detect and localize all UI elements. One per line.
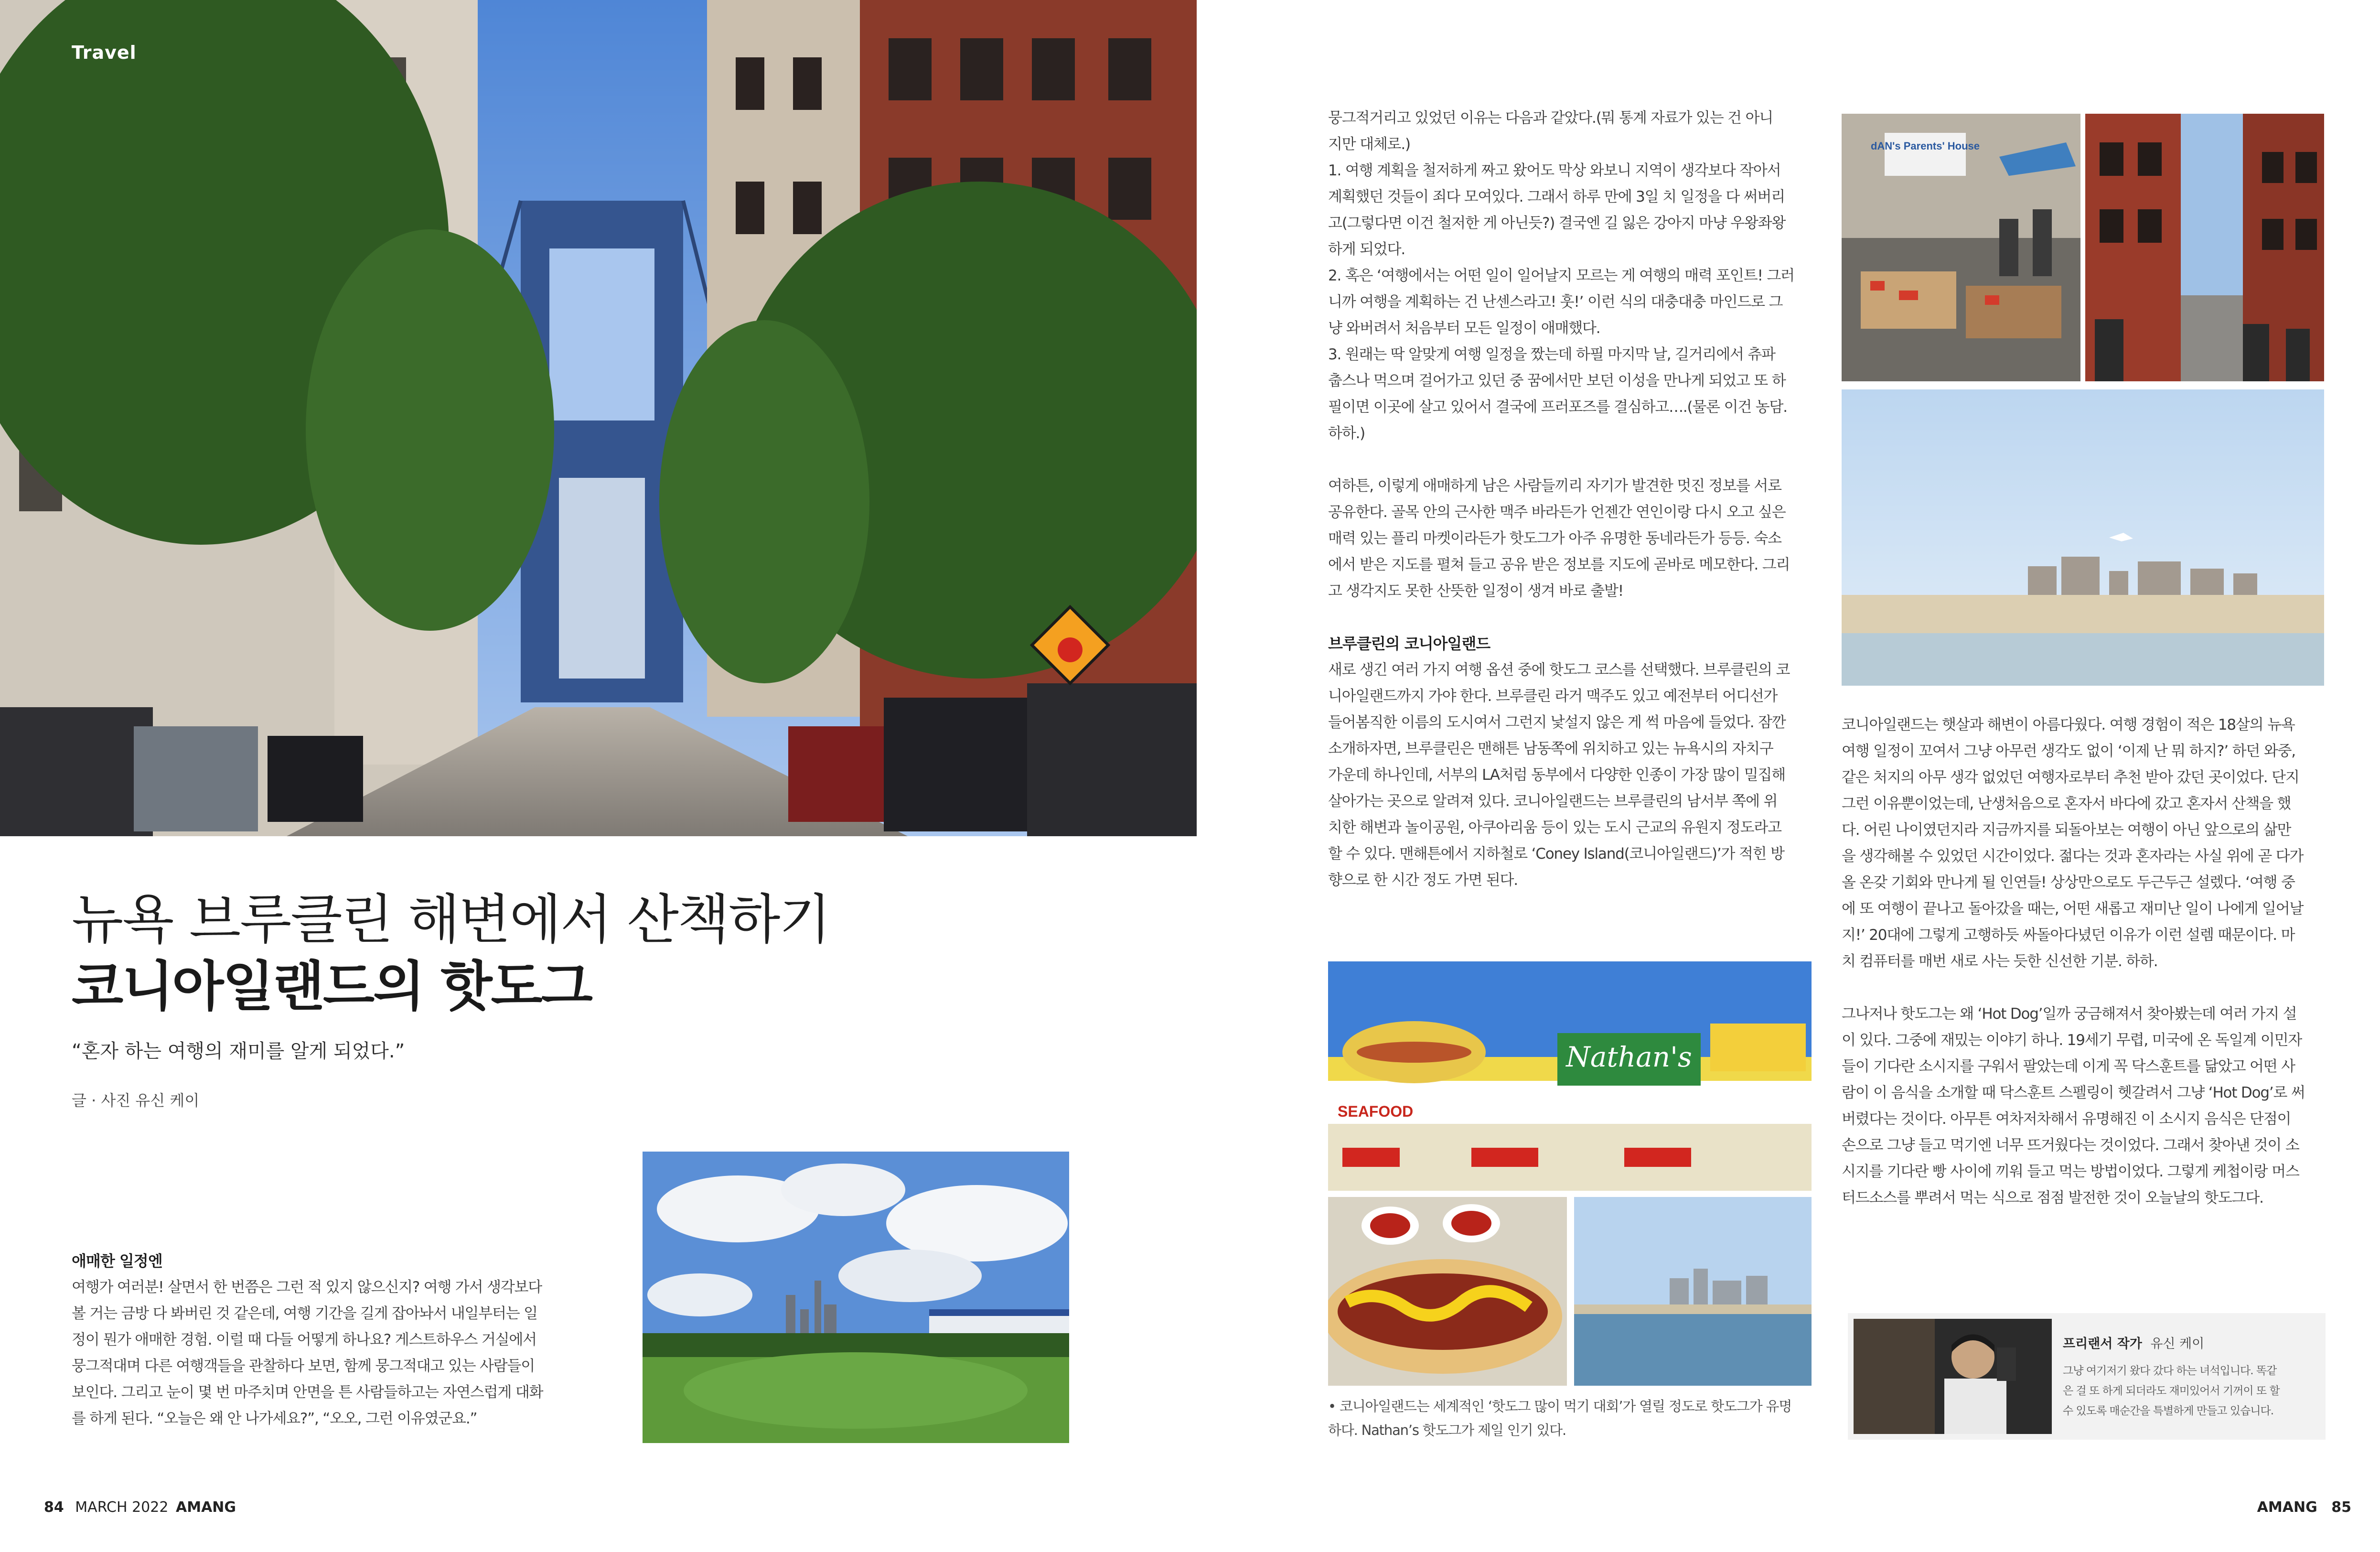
author-bio (2063, 1361, 2316, 1421)
body-line: 필이면 이곳에 살고 있어서 결국에 프러포즈를 결심하고….(물론 이건 농담. (1328, 399, 1787, 416)
subhead-coney-island: 브루클린의 코니아일랜드 (1328, 635, 1490, 653)
body-line: 에서 받은 지도를 펼쳐 들고 공유 받은 정보를 지도에 곧바로 메모한다. 그리 (1328, 556, 1790, 573)
nathans-sign-text: Nathan's (1566, 1041, 1692, 1073)
coney-beach-small-photo (1574, 1197, 1812, 1386)
middle-para-2 (1328, 473, 1820, 604)
body-line: 정이 뭔가 애매한 경험. 이럴 때 다들 어떻게 하나요? 게스트하우스 거실에서 (72, 1331, 536, 1348)
brick-street-photo (2085, 114, 2324, 381)
body-line: 들어봄직한 이름의 도시여서 그런지 낯설지 않은 게 썩 마음에 들었다. 잠깐 (1328, 714, 1786, 731)
body-line: 여행가 여러분! 살면서 한 번쯤은 그런 적 있지 않으신지? 여행 가서 생각보다 (72, 1279, 542, 1296)
author-role: 프리랜서 작가 (2063, 1336, 2142, 1351)
middle-column (1328, 105, 1820, 894)
body-line: 계획했던 것들이 죄다 모여있다. 그래서 하루 만에 3일 치 일정을 다 써버리 (1328, 188, 1785, 205)
park-skyline-photo (643, 1152, 1069, 1443)
right-folio (2257, 1499, 2351, 1516)
flea-market-photo (1842, 114, 2080, 381)
middle-para-3 (1328, 657, 1820, 894)
right-para-2 (1842, 1001, 2329, 1211)
body-line: 지만 대체로.) (1328, 136, 1410, 153)
body-line: 하게 되었다. (1328, 241, 1405, 258)
body-line: 향으로 한 시간 정도 가면 된다. (1328, 872, 1518, 889)
author-box (1848, 1313, 2326, 1440)
hero-photo-brooklyn-street (0, 0, 1197, 836)
page-number-right: 85 (2331, 1499, 2351, 1516)
coney-beach-wide-photo (1842, 389, 2324, 686)
body-line: 새로 생긴 여러 가지 여행 옵션 중에 핫도그 코스를 선택했다. 브루클린의 코 (1328, 661, 1790, 679)
body-line: 2. 혹은 ‘여행에서는 어떤 일이 일어날지 모르는 게 여행의 매력 포인트! 그러 (1328, 267, 1794, 284)
body-line: 올 온갖 기회와 만나게 될 인연들! 상상만으로도 두근두근 설렜다. ‘여행 중 (1842, 874, 2295, 891)
bio-line: 은 걸 또 하게 되더라도 재미있어서 기꺼이 또 할 (2063, 1385, 2280, 1397)
author-heading (2063, 1333, 2204, 1352)
middle-para-1 (1328, 105, 1820, 447)
body-line: 보인다. 그리고 눈이 몇 번 마주치며 안면을 튼 사람들하고는 자연스럽게 대화 (72, 1384, 543, 1401)
caption-line: • 코니아일랜드는 세계적인 ‘핫도그 많이 먹기 대회’가 열릴 정도로 핫도그가 유명 (1328, 1398, 1792, 1414)
body-line: 3. 원래는 딱 알맞게 여행 일정을 짰는데 하필 마지막 날, 길거리에서 츄파 (1328, 346, 1775, 363)
section-label: Travel (72, 42, 137, 63)
article-title-line2: 코니아일랜드의 핫도그 (72, 956, 591, 1018)
magazine-name-left: AMANG (176, 1499, 236, 1516)
body-line: 지!’ 20대에 그렇게 고행하듯 싸돌아다녔던 이유가 이런 설렘 때문이다. 마 (1842, 927, 2295, 944)
bio-line: 수 있도록 매순간을 특별하게 만들고 있습니다. (2063, 1405, 2274, 1417)
body-line: 고 생각지도 못한 산뜻한 일정이 생겨 바로 출발! (1328, 582, 1623, 600)
body-line: 그런 이유뿐이었는데, 난생처음으로 혼자서 바다에 갔고 혼자서 산책을 했 (1842, 795, 2291, 812)
issue-date: MARCH 2022 (75, 1499, 169, 1516)
author-photo (1854, 1319, 2052, 1434)
body-line: 뭉그적거리고 있었던 이유는 다음과 같았다.(뭐 통계 자료가 있는 건 아니 (1328, 109, 1773, 127)
body-line: 여하튼, 이렇게 애매하게 남은 사람들끼리 자기가 발견한 멋진 정보를 서로 (1328, 477, 1781, 495)
seafood-sign-text: SEAFOOD (1338, 1103, 1414, 1120)
body-line: 치한 해변과 놀이공원, 아쿠아리움 등이 있는 도시 근교의 유원지 정도라고 (1328, 819, 1781, 836)
body-line: 같은 처지의 아무 생각 없었던 여행자로부터 추천 받아 갔던 곳이었다. 단지 (1842, 769, 2299, 786)
body-line: 코니아일랜드는 햇살과 해변이 아름다웠다. 여행 경험이 적은 18살의 뉴욕 (1842, 716, 2295, 733)
caption-line: 하다. Nathan’s 핫도그가 제일 인기 있다. (1328, 1422, 1566, 1438)
body-line: 을 생각해볼 수 있었던 시간이었다. 젊다는 것과 혼자라는 사실 위에 곧 다가 (1842, 848, 2304, 865)
body-line: 를 하게 된다. “오늘은 왜 안 나가세요?”, “오오, 그런 이유였군요.” (72, 1410, 477, 1427)
right-para-1 (1842, 712, 2329, 975)
body-line: 고(그렇다면 이건 철저한 게 아닌듯?) 결국엔 길 잃은 강아지 마냥 우왕좌왕 (1328, 215, 1786, 232)
article-title-line1: 뉴욕 브루클린 해변에서 산책하기 (72, 889, 830, 951)
body-line: 공유한다. 골목 안의 근사한 맥주 바라든가 언젠간 연인이랑 다시 오고 싶은 (1328, 504, 1786, 521)
left-column (72, 1248, 573, 1432)
market-sign-text: dAN's Parents' House (1870, 140, 1980, 152)
body-line: 에 또 여행이 끝나고 돌아갔을 때는, 어떤 새롭고 재미난 일이 나에게 일어날 (1842, 900, 2304, 917)
body-line: 할 수 있다. 맨해튼에서 지하철로 ‘Coney Island(코니아일랜드)’가 적힌 방 (1328, 845, 1784, 862)
right-column (1842, 712, 2329, 1211)
body-line: 춥스나 먹으며 걸어가고 있던 중 꿈에서만 보던 이성을 만나게 되었고 또 하 (1328, 372, 1786, 389)
body-line: 다. 어린 나이였던지라 지금까지를 되돌아보는 여행이 아닌 앞으로의 삶만 (1842, 821, 2291, 839)
author-name: 유신 케이 (2150, 1336, 2205, 1351)
body-line: 니아일랜드까지 가야 한다. 브루클린 라거 맥주도 있고 예전부터 어디선가 (1328, 688, 1778, 705)
left-folio (44, 1499, 236, 1516)
body-line: 소개하자면, 브루클린은 맨해튼 남동쪽에 위치하고 있는 뉴욕시의 자치구 (1328, 740, 1773, 757)
body-line: 매력 있는 플리 마켓이라든가 핫도그가 아주 유명한 동네라든가 등등. 숙소 (1328, 530, 1781, 547)
body-line: 치 컴퓨터를 매번 새로 사는 듯한 신선한 기분. 하하. (1842, 953, 2158, 970)
hotdog-photo (1328, 1197, 1567, 1386)
bio-line: 그냥 여기저기 왔다 갔다 하는 녀석입니다. 똑같 (2063, 1365, 2277, 1377)
body-line: 1. 여행 계획을 철저하게 짜고 왔어도 막상 와보니 지역이 생각보다 작아서 (1328, 162, 1781, 179)
page-number-left: 84 (44, 1499, 64, 1516)
nathans-storefront-photo (1328, 961, 1812, 1191)
body-line: 살아가는 곳으로 알려져 있다. 코니아일랜드는 브루클린의 남서부 쪽에 위 (1328, 793, 1778, 810)
photo-caption (1328, 1394, 1820, 1442)
body-line: 그나저나 핫도그는 왜 ‘Hot Dog’일까 궁금해져서 찾아봤는데 여러 가지 설 (1842, 1005, 2297, 1023)
body-line: 뭉그적대며 다른 여행객들을 관찰하다 보면, 함께 뭉그적대고 있는 사람들이 (72, 1358, 535, 1375)
body-line: 버렸다는 것이다. 아무튼 여차저차해서 유명해진 이 소시지 음식은 단점이 (1842, 1110, 2291, 1128)
left-body-text (72, 1274, 573, 1432)
body-line: 터드소스를 뿌려서 먹는 식으로 점점 발전한 것이 오늘날의 핫도그다. (1842, 1189, 2263, 1207)
body-line: 람이 이 음식을 소개할 때 닥스훈트 스펠링이 헷갈려서 그냥 ‘Hot Dog’로 써 (1842, 1084, 2305, 1101)
pull-quote: “혼자 하는 여행의 재미를 알게 되었다.” (72, 1040, 405, 1062)
body-line: 여행 일정이 꼬여서 그냥 아무런 생각도 없이 ‘이제 난 뭐 하지?’ 하던 와중, (1842, 743, 2295, 760)
body-line: 하하.) (1328, 425, 1365, 442)
body-line: 냥 와버려서 처음부터 모든 일정이 애매했다. (1328, 320, 1600, 337)
body-line: 손으로 그냥 들고 먹기엔 너무 뜨거웠다는 것이었다. 그래서 찾아낸 것이 소 (1842, 1137, 2299, 1154)
byline: 글 · 사진 유신 케이 (72, 1091, 200, 1110)
body-line: 들이 기다란 소시지를 구워서 팔았는데 이게 꼭 닥스훈트를 닮았고 어떤 사 (1842, 1058, 2295, 1075)
body-line: 니까 여행을 계획하는 건 난센스라고! 훗!’ 이런 식의 대충대충 마인드로 그 (1328, 293, 1783, 311)
magazine-name-right: AMANG (2257, 1499, 2317, 1516)
body-line: 이 있다. 그중에 재밌는 이야기 하나. 19세기 무렵, 미국에 온 독일계 이민자 (1842, 1032, 2302, 1049)
body-line: 시지를 기다란 빵 사이에 끼워 들고 먹는 방법이었다. 그렇게 케첩이랑 머스 (1842, 1163, 2299, 1180)
body-line: 볼 거는 금방 다 봐버린 것 같은데, 여행 기간을 길게 잡아놔서 내일부터는 일 (72, 1305, 537, 1322)
subhead-ambiguous-schedule: 애매한 일정엔 (72, 1252, 162, 1270)
body-line: 가운데 하나인데, 서부의 LA처럼 동부에서 다양한 인종이 가장 많이 밀집해 (1328, 766, 1785, 784)
